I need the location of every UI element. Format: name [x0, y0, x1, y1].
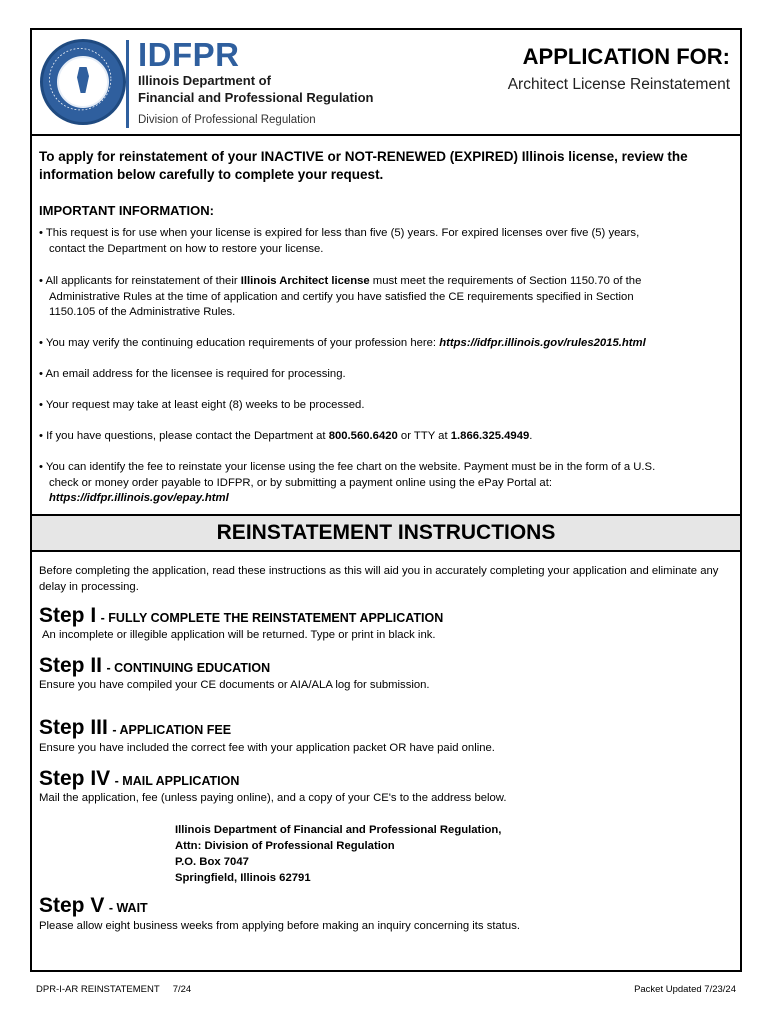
- step-2-title: [39, 654, 270, 678]
- department-seal-icon: [40, 39, 126, 125]
- department-name-line2: Financial and Professional Regulation: [138, 90, 374, 105]
- bullet-text: • If you have questions, please contact the Department at: [39, 430, 329, 442]
- header: [32, 30, 740, 136]
- step-number: Step II: [39, 654, 103, 677]
- step-heading: - CONTINUING EDUCATION: [106, 661, 271, 675]
- application-subtitle: Architect License Reinstatement: [507, 76, 730, 93]
- bullet-bold-text: Illinois Architect license: [240, 275, 370, 287]
- bullet-expired: [39, 226, 729, 257]
- step-1-title: [39, 604, 443, 628]
- address-line: Attn: Division of Professional Regulation: [175, 840, 395, 852]
- step-number: Step I: [39, 604, 97, 627]
- rules-link[interactable]: https://idfpr.illinois.gov/rules2015.html: [439, 337, 646, 349]
- address-line: Illinois Department of Financial and Professional Regulation,: [175, 824, 502, 836]
- bullet-text: check or money order payable to IDFPR, or by submitting a payment online using the ePay Portal at:: [49, 476, 552, 489]
- step-4-text: Mail the application, fee (unless paying online), and a copy of your CE's to the address below.: [39, 792, 507, 804]
- step-heading: - WAIT: [108, 901, 148, 915]
- step-number: Step V: [39, 894, 105, 917]
- mailing-address: [175, 822, 501, 886]
- step-heading: - MAIL APPLICATION: [114, 774, 240, 788]
- step-5-text: Please allow eight business weeks from applying before making an inquiry concerning its status.: [39, 920, 521, 932]
- step-1-text: An incomplete or illegible application will be returned. Type or print in black ink.: [42, 629, 436, 641]
- intro-text: To apply for reinstatement of your INACTIVE or NOT-RENEWED (EXPIRED) Illinois license, review the information below carefully to complete your request.: [39, 149, 688, 182]
- bullet-text: contact the Department on how to restore your license.: [49, 242, 324, 255]
- bullet-email: • An email address for the licensee is required for processing.: [39, 368, 346, 380]
- application-for-heading: APPLICATION FOR:: [522, 44, 730, 69]
- bullet-text: • You may verify the continuing education requirements of your profession here:: [39, 337, 440, 349]
- bullet-text: or TTY at: [397, 430, 451, 442]
- bullet-verify-ce: [39, 336, 729, 352]
- address-line: Springfield, Illinois 62791: [175, 872, 311, 884]
- packet-updated: Packet Updated 7/23/24: [634, 984, 736, 995]
- step-3-text: Ensure you have included the correct fee with your application packet OR have paid online.: [39, 742, 495, 754]
- form-number: DPR-I-AR REINSTATEMENT 7/24: [36, 984, 192, 995]
- epay-link[interactable]: https://idfpr.illinois.gov/epay.html: [49, 492, 229, 504]
- tty-number: 1.866.325.4949: [450, 430, 530, 442]
- bullet-text: 1150.105 of the Administrative Rules.: [49, 306, 236, 318]
- logo-divider: [126, 40, 129, 128]
- reinstatement-instructions-banner: REINSTATEMENT INSTRUCTIONS: [32, 514, 740, 552]
- logo-text: IDFPR: [138, 36, 240, 73]
- bullet-processing-time: • Your request may take at least eight (8) weeks to be processed.: [39, 399, 365, 411]
- step-heading: - FULLY COMPLETE THE REINSTATEMENT APPLICATION: [100, 611, 444, 625]
- bullet-text: • This request is for use when your license is expired for less than five (5) years. For expired licenses over five (5) years,: [39, 227, 640, 239]
- address-line: P.O. Box 7047: [175, 856, 249, 868]
- step-3-title: [39, 716, 231, 740]
- step-number: Step IV: [39, 767, 111, 790]
- step-2-text: Ensure you have compiled your CE documents or AIA/ALA log for submission.: [39, 679, 430, 691]
- bullet-text: • All applicants for reinstatement of their: [39, 275, 241, 287]
- bullet-text: Administrative Rules at the time of application and certify you have satisfied the CE requirements specified in Section: [49, 290, 634, 303]
- phone-number: 800.560.6420: [328, 430, 398, 442]
- division-name: Division of Professional Regulation: [138, 114, 316, 126]
- before-completing-text: Before completing the application, read these instructions as this will aid you in accurately completing your application and eliminate any delay in processing.: [39, 565, 719, 593]
- step-heading: - APPLICATION FEE: [112, 723, 232, 737]
- step-number: Step III: [39, 716, 108, 739]
- bullet-contact: [39, 429, 729, 445]
- bullet-requirements: [39, 274, 729, 321]
- department-name-line1: Illinois Department of: [138, 73, 271, 88]
- step-5-title: [39, 894, 148, 918]
- bullet-text: .: [529, 430, 533, 442]
- bullet-fee: [39, 460, 729, 507]
- bullet-text: must meet the requirements of Section 1150.70 of the: [369, 275, 642, 287]
- bullet-text: • You can identify the fee to reinstate your license using the fee chart on the website. Payment must be in the form of a U.S.: [39, 461, 656, 473]
- important-info-title: IMPORTANT INFORMATION:: [39, 203, 214, 218]
- step-4-title: [39, 767, 239, 791]
- document-frame: [30, 28, 742, 995]
